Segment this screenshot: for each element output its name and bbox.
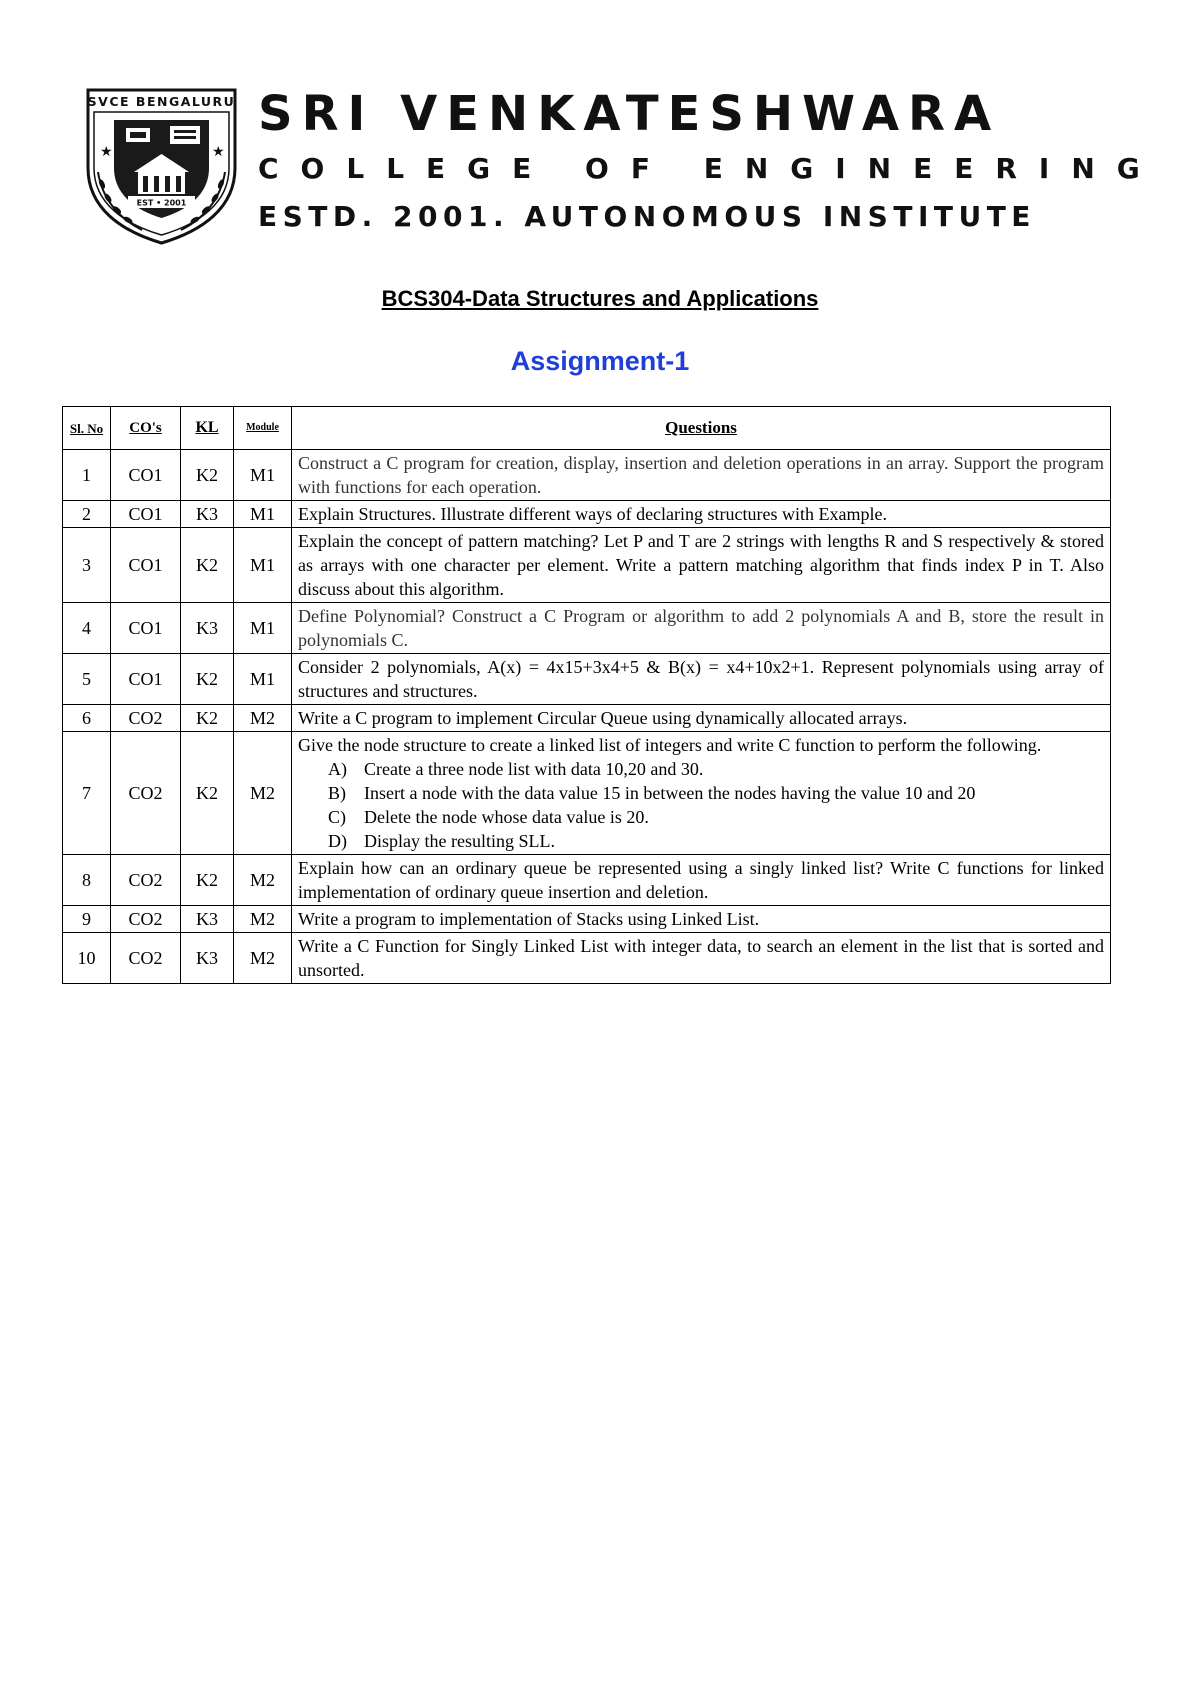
cell-kl: K2: [181, 654, 234, 705]
sub-item-label: D): [328, 831, 347, 851]
logo-star-left-icon: ★: [100, 145, 113, 160]
cell-module: M2: [234, 855, 292, 906]
cell-question: Explain how can an ordinary queue be represented using a singly linked list? Write C functions for linked implementation of ordinary queue insertion and deletion.: [292, 855, 1111, 906]
cell-kl: K3: [181, 933, 234, 984]
table-row: [63, 603, 1111, 654]
cell-question: Explain the concept of pattern matching? Let P and T are 2 strings with lengths R and S respectively & stored as arrays with one character per element. Write a pattern matching algorithm that finds index P in T. Also discuss about this algorithm.: [292, 528, 1111, 603]
table-row: [63, 906, 1111, 933]
cell-sl-no: 6: [63, 705, 111, 732]
cell-module: M1: [234, 654, 292, 705]
cell-question: Construct a C program for creation, display, insertion and deletion operations in an array. Support the program with functions for each operation.: [292, 450, 1111, 501]
cell-kl: K3: [181, 906, 234, 933]
cell-co: CO2: [111, 855, 181, 906]
cell-module: M1: [234, 603, 292, 654]
list-item: [328, 805, 1104, 829]
cell-co: CO2: [111, 732, 181, 855]
table-row: [63, 855, 1111, 906]
logo-estd-text: EST • 2001: [136, 198, 187, 208]
question-text: Give the node structure to create a linked list of integers and write C function to perform the following.: [298, 735, 1042, 755]
table-row: [63, 501, 1111, 528]
cell-sl-no: 10: [63, 933, 111, 984]
list-item: [328, 781, 1104, 805]
cell-kl: K2: [181, 855, 234, 906]
cell-sl-no: 4: [63, 603, 111, 654]
cell-co: CO2: [111, 705, 181, 732]
table-header-row: [63, 407, 1111, 450]
cell-sl-no: 5: [63, 654, 111, 705]
cell-sl-no: 1: [63, 450, 111, 501]
table-row: [63, 528, 1111, 603]
cell-question: [292, 732, 1111, 855]
institution-tagline: ESTD. 2001. AUTONOMOUS INSTITUTE: [258, 200, 1036, 233]
list-item: [328, 757, 1104, 781]
table-row: [63, 933, 1111, 984]
cell-co: CO2: [111, 933, 181, 984]
table-row: [63, 705, 1111, 732]
table-row: [63, 450, 1111, 501]
table-row: [63, 654, 1111, 705]
sub-item-text: Delete the node whose data value is 20.: [364, 807, 649, 827]
cell-question: Write a program to implementation of Stacks using Linked List.: [292, 906, 1111, 933]
cell-module: M1: [234, 501, 292, 528]
cell-co: CO1: [111, 450, 181, 501]
sub-item-text: Insert a node with the data value 15 in between the nodes having the value 10 and 20: [364, 783, 976, 803]
sub-item-text: Create a three node list with data 10,20 and 30.: [364, 759, 704, 779]
cell-module: M1: [234, 528, 292, 603]
cell-question: Define Polynomial? Construct a C Program or algorithm to add 2 polynomials A and B, store the result in polynomials C.: [292, 603, 1111, 654]
cell-kl: K2: [181, 528, 234, 603]
cell-module: M2: [234, 933, 292, 984]
college-logo: [84, 86, 239, 246]
cell-module: M1: [234, 450, 292, 501]
header-sl-no: Sl. No: [63, 407, 111, 450]
cell-sl-no: 7: [63, 732, 111, 855]
cell-co: CO1: [111, 501, 181, 528]
logo-badge-text: SVCE BENGALURU: [87, 94, 236, 109]
cell-module: M2: [234, 906, 292, 933]
cell-sl-no: 9: [63, 906, 111, 933]
cell-question: Explain Structures. Illustrate different ways of declaring structures with Example.: [292, 501, 1111, 528]
logo-star-right-icon: ★: [212, 145, 225, 160]
header-cos: CO's: [111, 407, 181, 450]
cell-sl-no: 2: [63, 501, 111, 528]
cell-question: Write a C Function for Singly Linked List with integer data, to search an element in the list that is sorted and unsorted.: [292, 933, 1111, 984]
cell-kl: K2: [181, 732, 234, 855]
list-item: [328, 829, 1104, 853]
institution-name: SRI VENKATESHWARA: [258, 86, 1001, 142]
header-kl: KL: [181, 407, 234, 450]
cell-kl: K2: [181, 450, 234, 501]
cell-sl-no: 8: [63, 855, 111, 906]
cell-module: M2: [234, 705, 292, 732]
institution-header: [258, 86, 1162, 234]
cell-co: CO1: [111, 654, 181, 705]
header-module: Module: [234, 407, 292, 450]
cell-sl-no: 3: [63, 528, 111, 603]
cell-question: Consider 2 polynomials, A(x) = 4x15+3x4+5 & B(x) = x4+10x2+1. Represent polynomials using array of structures and structures.: [292, 654, 1111, 705]
sub-item-label: A): [328, 759, 347, 779]
cell-co: CO2: [111, 906, 181, 933]
cell-module: M2: [234, 732, 292, 855]
sub-item-label: C): [328, 807, 346, 827]
sub-item-text: Display the resulting SLL.: [364, 831, 555, 851]
cell-co: CO1: [111, 528, 181, 603]
table-row: [63, 732, 1111, 855]
cell-question: Write a C program to implement Circular Queue using dynamically allocated arrays.: [292, 705, 1111, 732]
institution-subtitle: COLLEGE OF ENGINEERING: [258, 152, 1162, 185]
assignment-title: Assignment-1: [510, 346, 690, 376]
questions-table: [62, 406, 1111, 984]
cell-kl: K3: [181, 603, 234, 654]
course-title: BCS304-Data Structures and Applications: [381, 286, 819, 311]
sub-item-label: B): [328, 783, 346, 803]
sub-question-list: [298, 757, 1104, 853]
header-questions: Questions: [292, 407, 1111, 450]
cell-kl: K3: [181, 501, 234, 528]
cell-co: CO1: [111, 603, 181, 654]
cell-kl: K2: [181, 705, 234, 732]
